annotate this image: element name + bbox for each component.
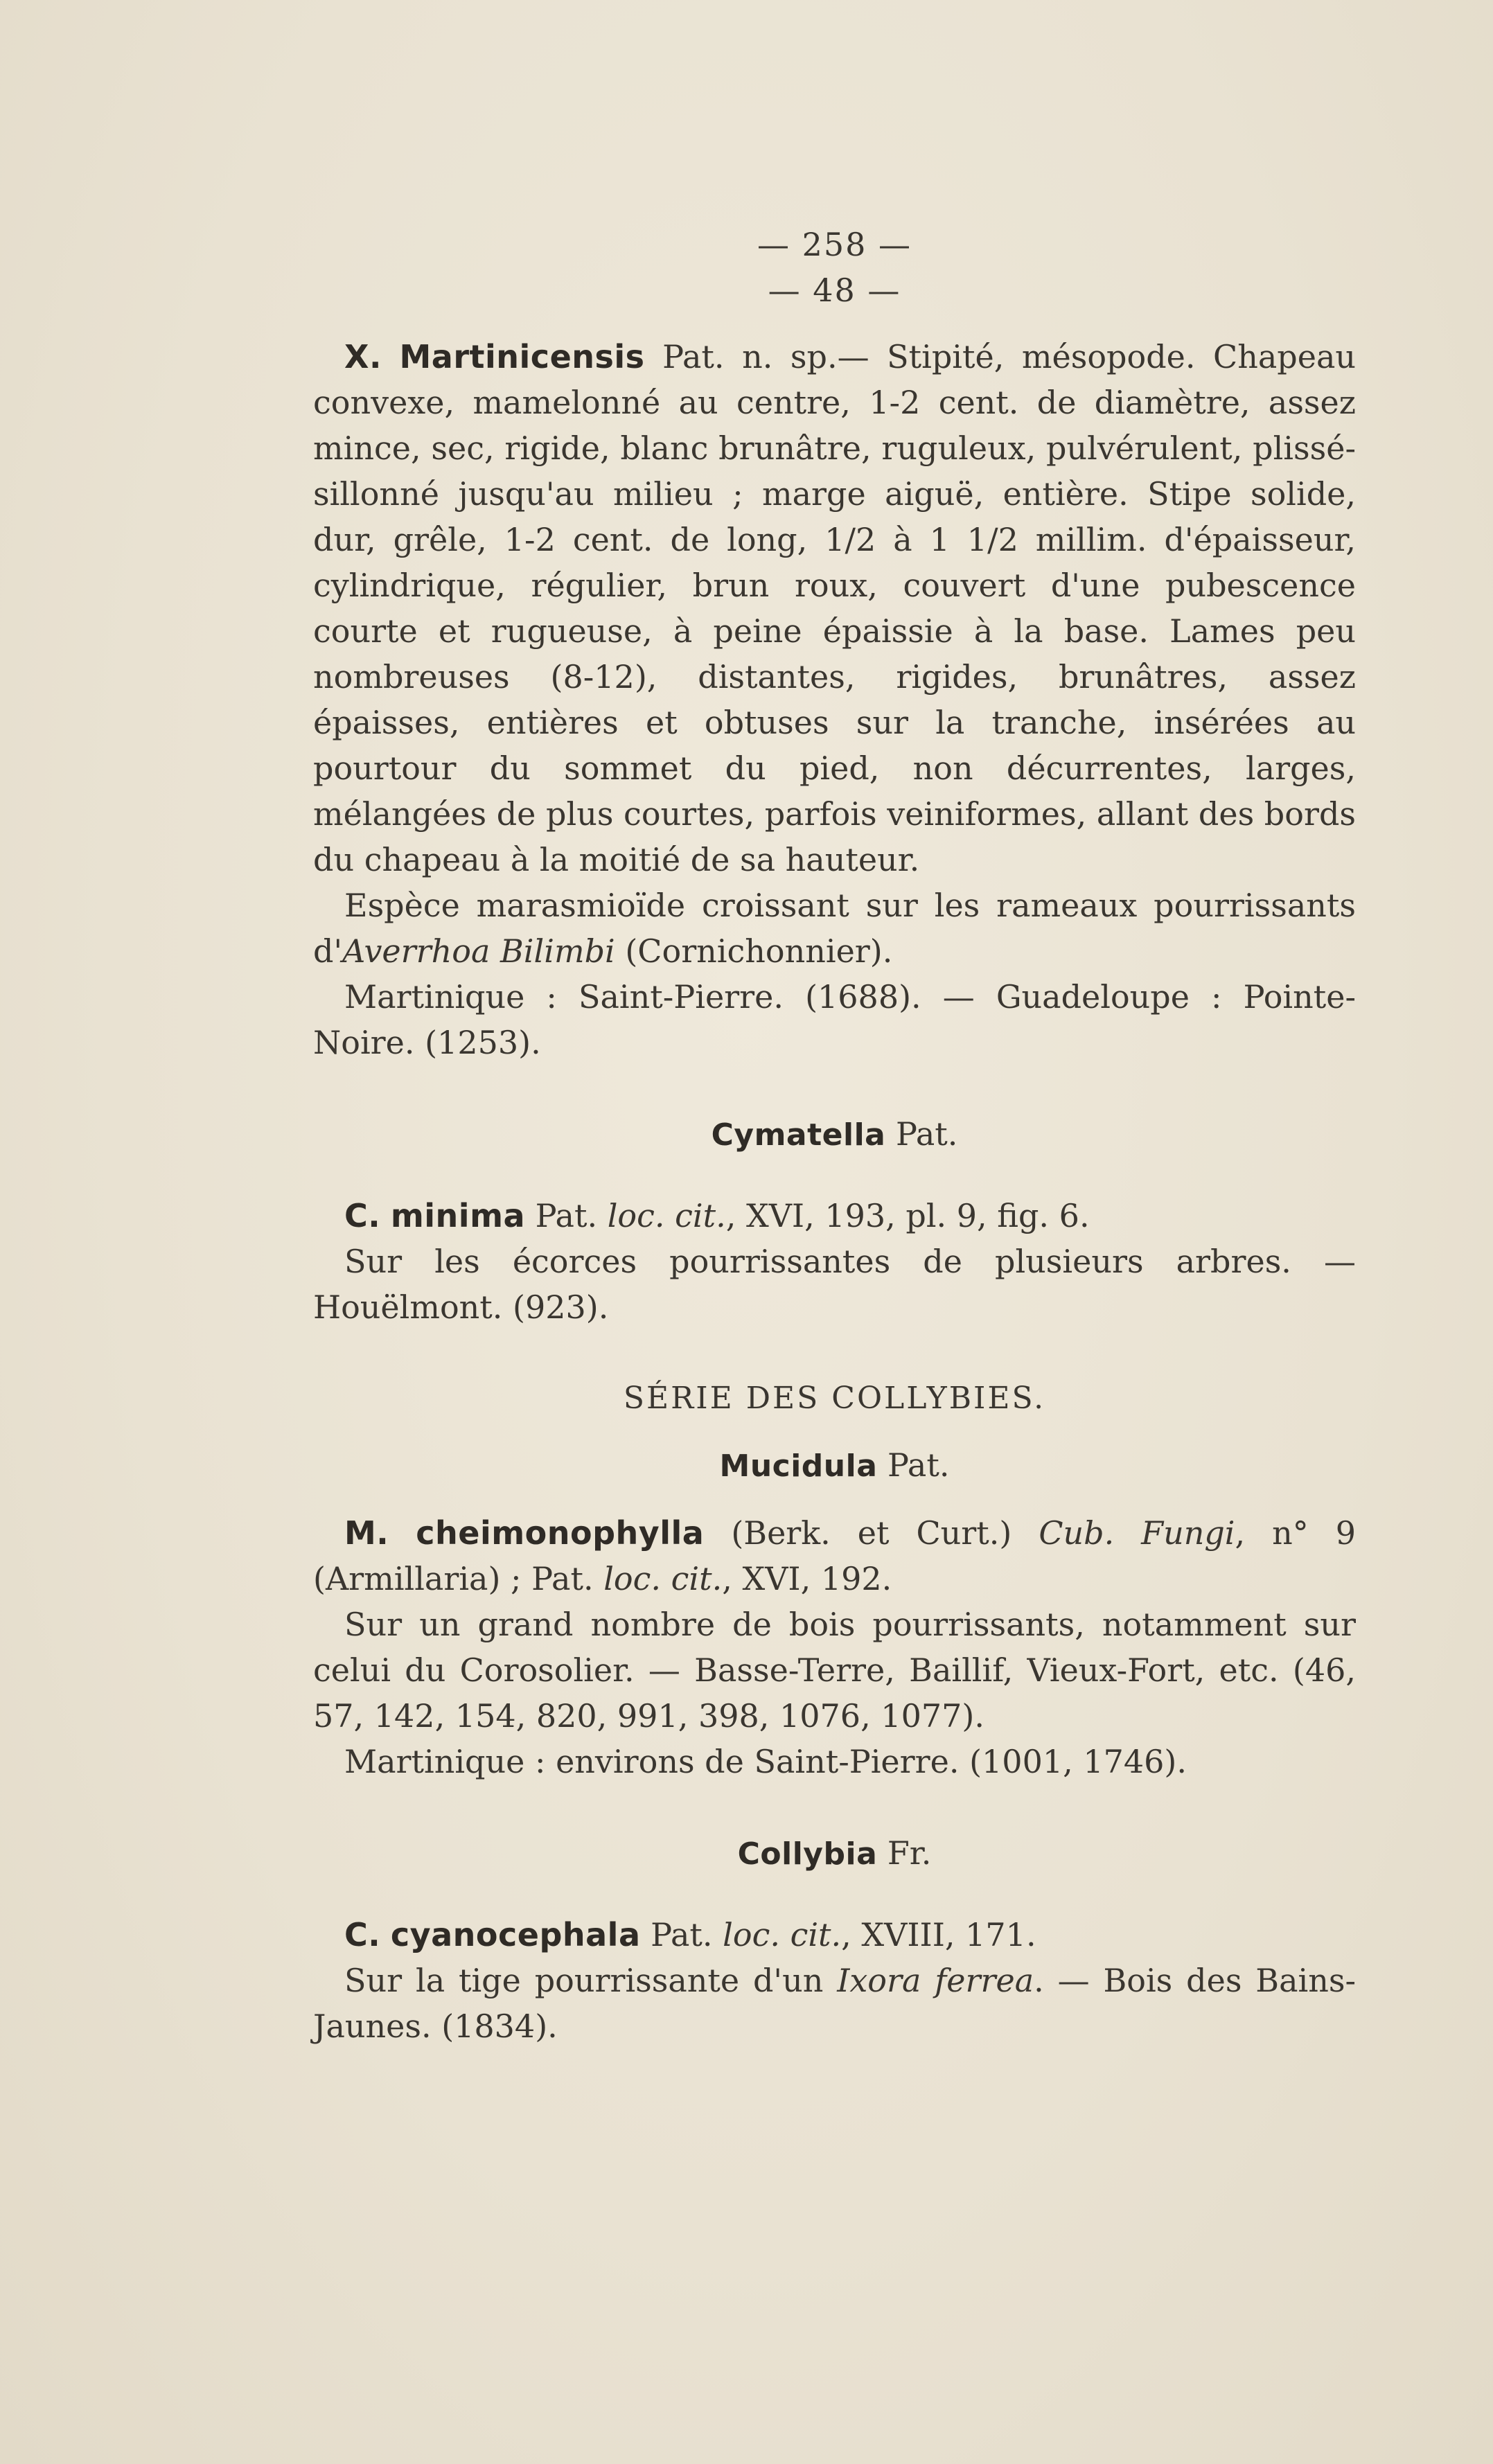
entry-mucidula-locality: Martinique : environs de Saint-Pierre. (1001, 1746).: [344, 1743, 1187, 1780]
entry-cymatella-minima: [313, 1193, 1356, 1239]
page-number-bottom: — 48 —: [768, 272, 901, 309]
genus-author: Fr.: [877, 1834, 932, 1872]
species-letter: C.: [344, 1916, 381, 1953]
genus-author: Pat.: [885, 1115, 958, 1153]
reference-italic-2: loc. cit.: [603, 1560, 723, 1597]
entry-martinicensis-locality: Martinique : Saint-Pierre. (1688). — Guadeloupe : Pointe-Noire. (1253).: [313, 978, 1356, 1061]
genus-author: Pat.: [877, 1446, 950, 1484]
reference-italic: loc. cit.: [607, 1197, 726, 1234]
reference-text: (Berk. et Curt.): [704, 1514, 1039, 1552]
habitat-text-end: . — Bois des Bains-Jaunes. (1834).: [313, 1962, 1356, 2045]
species-name: Martinicensis: [399, 338, 645, 375]
habitat-text: Sur la tige pourrissante d'un: [344, 1962, 838, 1999]
host-plant: Ixora ferrea: [837, 1962, 1034, 1999]
species-name: cheimonophylla: [416, 1514, 705, 1552]
entry-collybia-habitat: [313, 1958, 1356, 2049]
text-column: [313, 222, 1356, 2049]
entry-martinicensis-habitat: [313, 883, 1356, 974]
reference-text-end: , XVI, 193, pl. 9, fig. 6.: [725, 1197, 1090, 1234]
reference-text: Pat.: [640, 1916, 723, 1953]
entry-cymatella-habitat: Sur les écorces pourrissantes de plusieurs arbres. — Houëlmont. (923).: [313, 1243, 1356, 1326]
genus-name: Mucidula: [719, 1448, 878, 1484]
species-name: cyanocephala: [390, 1916, 641, 1953]
reference-italic: loc. cit.: [723, 1916, 842, 1953]
page-number-top: — 258 —: [757, 226, 912, 263]
species-letter: X.: [344, 338, 382, 375]
species-letter: M.: [344, 1514, 389, 1552]
entry-collybia-cyanocephala: [313, 1912, 1356, 1958]
species-name: minima: [390, 1197, 526, 1234]
host-plant: Averrhoa Bilimbi: [342, 932, 615, 970]
reference-text-end: , XVIII, 171.: [841, 1916, 1036, 1953]
habitat-text-end: (Cornichonnier).: [615, 932, 893, 970]
series-heading: SÉRIE DES COLLYBIES.: [623, 1381, 1046, 1416]
entry-martinicensis-description: [313, 334, 1356, 883]
reference-text-end: , XVI, 192.: [722, 1560, 892, 1597]
habitat-text: Espèce marasmioïde croissant sur les rameaux pourrissants d': [313, 887, 1356, 970]
reference-text-mid: , n° 9 (Armillaria) ; Pat.: [313, 1514, 1356, 1597]
entry-mucidula-habitat: Sur un grand nombre de bois pourrissants, notamment sur celui du Corosolier. — Basse-Terre, Baillif, Vieux-Fort, etc. (46, 57, 142, 154, 820, 991, 398, 1076, 1077).: [313, 1606, 1356, 1735]
description-text: Pat. n. sp.— Stipité, mésopode. Chapeau convexe, mamelonné au centre, 1-2 cent. de diamètre, assez mince, sec, rigide, blanc brunâtre, ruguleux, pulvérulent, plissé-sillonné jusqu'au milieu ; marge aiguë, entière. Stipe solide, dur, grêle, 1-2 cent. de long, 1/2 à 1 1/2 millim. d'épaisseur, cylindrique, régulier, brun roux, couvert d'une pubescence courte et rugueuse, à peine épaissie à la base. Lames peu nombreuses (8-12), distantes, rigides, brunâtres, assez épaisses, entières et obtuses sur la tranche, insérées au pourtour du sommet du pied, non décurrentes, larges, mélangées de plus courtes, parfois veiniformes, allant des bords du chapeau à la moitié de sa hauteur.: [313, 338, 1357, 878]
entry-mucidula-cheimonophylla: [313, 1510, 1356, 1602]
genus-heading-collybia: [313, 1830, 1356, 1877]
genus-heading-cymatella: [313, 1111, 1356, 1158]
genus-name: Cymatella: [711, 1117, 886, 1153]
reference-italic: Cub. Fungi: [1039, 1514, 1235, 1552]
species-letter: C.: [344, 1197, 381, 1234]
genus-name: Collybia: [737, 1836, 878, 1872]
reference-text: Pat.: [525, 1197, 608, 1234]
genus-heading-mucidula: [313, 1442, 1356, 1489]
